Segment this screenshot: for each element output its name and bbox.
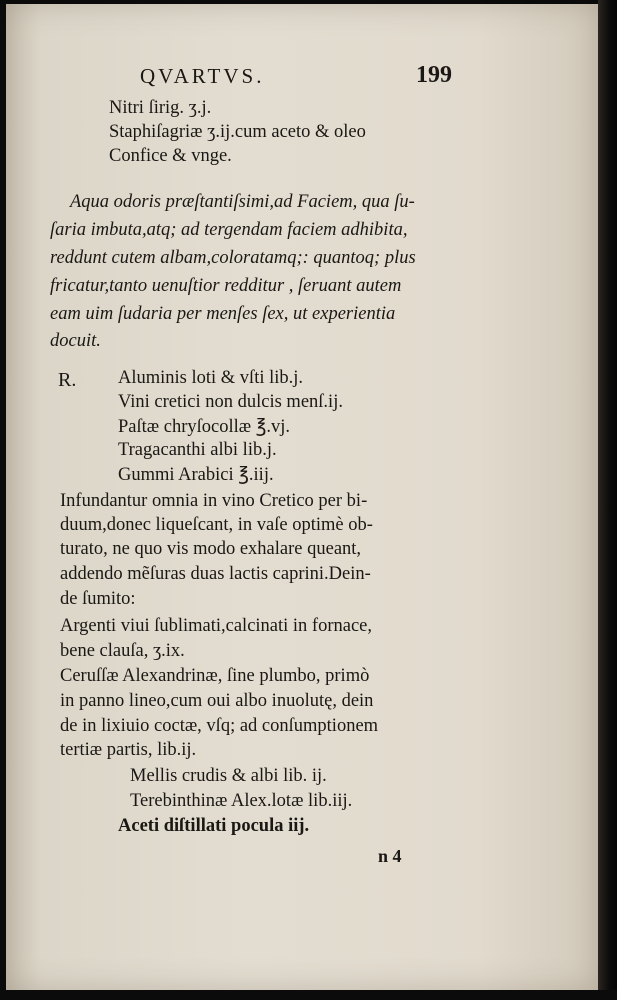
book-fore-edge: [598, 0, 617, 1000]
ingredient-line: Vini cretici non dulcis menſ.ij.: [118, 392, 343, 412]
body-line: in panno lineo,cum oui albo inuolutę, dein: [60, 691, 374, 711]
body-line: Ceruſſæ Alexandrinæ, ſine plumbo, primò: [60, 666, 370, 686]
running-head: QVARTVS.: [140, 64, 265, 88]
book-page: [6, 4, 598, 990]
body-line: de in lixiuio coctæ, vſq; ad conſumptionem: [60, 716, 379, 736]
body-line: addendo mẽſuras duas lactis caprini.Dein-: [60, 564, 371, 584]
recipe-symbol: R.: [58, 369, 77, 391]
body-line: bene clauſa, ʒ.ix.: [60, 641, 185, 661]
italic-heading-line: ſaria imbuta,atq; ad tergendam faciem adhibita,: [50, 220, 408, 240]
italic-heading-line: Aqua odoris præſtantiſsimi,ad Faciem, qua ſu-: [70, 192, 415, 212]
ingredient-line: Mellis crudis & albi lib. ij.: [130, 766, 327, 786]
body-line: de ſumito:: [60, 589, 136, 609]
body-line: turato, ne quo vis modo exhalare queant,: [60, 539, 362, 559]
italic-heading-line: eam uim ſudaria per menſes ſex, ut experientia: [50, 304, 396, 324]
signature-mark: n 4: [378, 846, 402, 866]
ingredient-line: Gummi Arabici ℥.iij.: [118, 465, 274, 485]
ingredient-line: Aceti diſtillati pocula iij.: [118, 816, 310, 836]
scan-bottom-border: [0, 990, 617, 1000]
italic-heading-line: fricatur,tanto uenuſtior redditur , ſeruant autem: [50, 276, 402, 296]
body-line: Infundantur omnia in vino Cretico per bi-: [60, 491, 368, 511]
recipe-line: Confice & vnge.: [109, 146, 232, 166]
recipe-line: Nitri ſirig. ʒ.j.: [109, 98, 212, 118]
body-line: tertiæ partis, lib.ij.: [60, 740, 197, 760]
italic-heading-line: reddunt cutem albam,coloratamq;: quantoq; plus: [50, 248, 416, 268]
ingredient-line: Aluminis loti & vſti lib.j.: [118, 368, 304, 388]
recipe-line: Staphiſagriæ ʒ.ij.cum aceto & oleo: [109, 122, 366, 142]
ingredient-line: Paſtæ chryſocollæ ℥.vj.: [118, 417, 291, 437]
body-line: Argenti viui ſublimati,calcinati in fornace,: [60, 616, 373, 636]
ingredient-line: Terebinthinæ Alex.lotæ lib.iij.: [130, 791, 353, 811]
italic-heading-line: docuit.: [50, 331, 101, 351]
ingredient-line: Tragacanthi albi lib.j.: [118, 440, 277, 460]
page-number: 199: [416, 62, 452, 88]
body-line: duum,donec liqueſcant, in vaſe optimè ob-: [60, 515, 373, 535]
